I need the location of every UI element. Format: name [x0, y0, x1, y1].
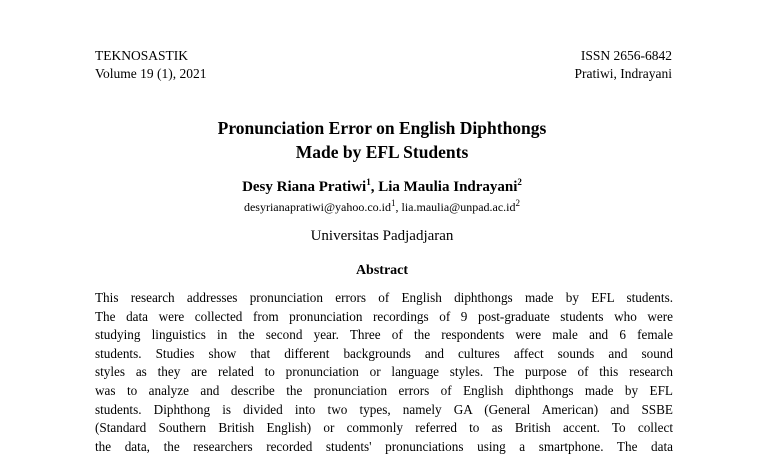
email-separator: ,	[395, 200, 402, 214]
abstract-line: This research addresses pronunciation errors of English diphthongs made by EFL students.	[95, 290, 673, 305]
running-header-right	[575, 47, 672, 83]
abstract-line: studying linguistics in the second year. Three of the respondents were male and 6 female	[95, 327, 673, 343]
journal-volume: Volume 19 (1), 2021	[95, 66, 207, 81]
abstract-line: was to analyze and describe the pronunciation errors of English diphthongs made by EFL	[95, 382, 673, 398]
abstract-line: styles as they are related to pronunciation or language styles. The purpose of this research	[95, 364, 673, 380]
abstract-body	[95, 289, 673, 456]
author-separator: ,	[370, 179, 379, 195]
abstract-line: The data were collected from pronunciation recordings of 9 post-graduate students who were	[95, 308, 673, 324]
paper-title-line-1: Pronunciation Error on English Diphthongs	[217, 118, 547, 138]
paper-title-line-2: Made by EFL Students	[295, 142, 469, 162]
author-emails	[0, 198, 764, 216]
author-name: Lia Maulia Indrayani	[378, 179, 518, 195]
abstract-line: students. Diphthong is divided into two types, namely GA (General American) and SSBE	[95, 401, 673, 417]
abstract-line: (Standard Southern British English) or commonly referred to as British accent. To collect	[95, 420, 673, 436]
abstract-line: the data, the researchers recorded students' pronunciations using a smartphone. The data	[95, 438, 673, 454]
running-authors: Pratiwi, Indrayani	[574, 66, 672, 81]
paper-title	[0, 116, 764, 164]
author-name: Desy Riana Pratiwi	[242, 179, 367, 195]
issn: ISSN 2656-6842	[580, 48, 672, 63]
author-list	[0, 177, 764, 197]
abstract-line: students. Studies show that different backgrounds and cultures affect sounds and sound	[95, 345, 673, 361]
affiliation: Universitas Padjadjaran	[310, 228, 454, 244]
author-affiliation-mark: 1	[366, 177, 371, 187]
author-affiliation-mark: 2	[517, 177, 522, 187]
email-affiliation-mark: 1	[391, 198, 396, 208]
author-email: desyrianapratiwi@yahoo.co.id	[243, 200, 391, 214]
abstract-heading: Abstract	[355, 263, 409, 278]
author-email: lia.maulia@unpad.ac.id	[401, 200, 516, 214]
journal-name: TEKNOSASTIK	[95, 48, 188, 63]
email-affiliation-mark: 2	[515, 198, 521, 208]
running-header-left	[95, 47, 207, 83]
